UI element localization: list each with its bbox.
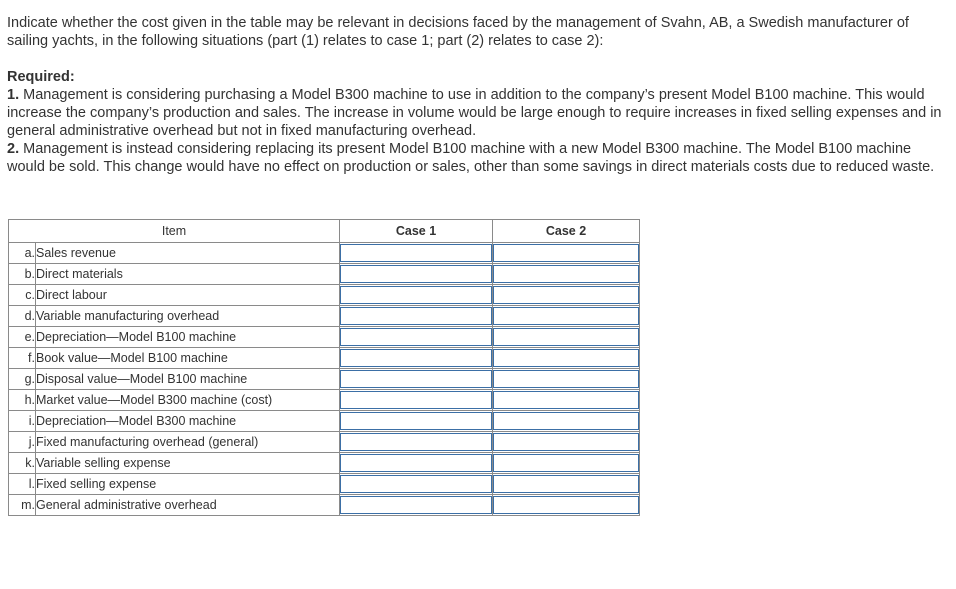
case2-cell [493,495,640,516]
case2-cell [493,264,640,285]
case1-dropdown[interactable] [340,454,492,472]
row-item-label: Variable selling expense [36,453,340,474]
case1-dropdown[interactable] [340,433,492,451]
row-letter: l. [9,474,36,495]
row-letter: f. [9,348,36,369]
case2-dropdown[interactable] [493,370,639,388]
table-row [9,474,640,495]
case2-dropdown[interactable] [493,475,639,493]
case1-dropdown[interactable] [340,349,492,367]
case2-dropdown[interactable] [493,244,639,262]
case2-dropdown[interactable] [493,349,639,367]
case1-cell [340,411,493,432]
case1-cell [340,474,493,495]
case1-dropdown[interactable] [340,244,492,262]
required-title: Required: [7,69,75,85]
requirement-2-text: Management is instead considering replacing its present Model B100 machine with a new Model B300 machine. The Model B100 machine would be sold. This change would have no effect on production or sales, other than some savings in direct materials costs due to reduced waste. [7,141,935,175]
case2-dropdown[interactable] [493,391,639,409]
case2-dropdown[interactable] [493,412,639,430]
table-row [9,390,640,411]
case2-dropdown[interactable] [493,496,639,514]
item-column-header: Item [9,220,340,243]
case1-cell [340,369,493,390]
table-row [9,306,640,327]
case2-dropdown[interactable] [493,433,639,451]
row-letter: e. [9,327,36,348]
table-body [9,243,640,516]
case2-dropdown[interactable] [493,307,639,325]
case2-cell [493,348,640,369]
case2-dropdown[interactable] [493,454,639,472]
row-item-label: Depreciation—Model B100 machine [36,327,340,348]
row-letter: g. [9,369,36,390]
case1-dropdown[interactable] [340,370,492,388]
case2-column-header: Case 2 [493,220,640,243]
case1-cell [340,348,493,369]
row-item-label: Book value—Model B100 machine [36,348,340,369]
case1-column-header: Case 1 [340,220,493,243]
required-section [7,68,942,176]
case2-cell [493,327,640,348]
row-item-label: Direct labour [36,285,340,306]
row-item-label: Fixed manufacturing overhead (general) [36,432,340,453]
row-letter: a. [9,243,36,264]
requirement-1-number: 1. [7,87,20,103]
row-letter: d. [9,306,36,327]
row-item-label: Fixed selling expense [36,474,340,495]
row-item-label: Disposal value—Model B100 machine [36,369,340,390]
case2-cell [493,243,640,264]
table-row [9,495,640,516]
case2-cell [493,306,640,327]
row-letter: j. [9,432,36,453]
case1-cell [340,306,493,327]
row-letter: k. [9,453,36,474]
table-row [9,348,640,369]
case2-cell [493,474,640,495]
case2-cell [493,411,640,432]
requirement-2-number: 2. [7,141,20,157]
case2-dropdown[interactable] [493,328,639,346]
case1-cell [340,264,493,285]
row-item-label: Variable manufacturing overhead [36,306,340,327]
row-item-label: Direct materials [36,264,340,285]
row-letter: h. [9,390,36,411]
relevance-table [8,219,640,516]
requirement-2 [7,140,942,176]
case1-cell [340,432,493,453]
case1-cell [340,327,493,348]
row-letter: b. [9,264,36,285]
case1-dropdown[interactable] [340,412,492,430]
case1-dropdown[interactable] [340,391,492,409]
row-letter: c. [9,285,36,306]
case1-cell [340,243,493,264]
case1-dropdown[interactable] [340,328,492,346]
case1-dropdown[interactable] [340,307,492,325]
table-row [9,243,640,264]
row-item-label: General administrative overhead [36,495,340,516]
requirement-1-text: Management is considering purchasing a Model B300 machine to use in addition to the company’s present Model B100 machine. This would increase the company’s production and sales. The increase in volume would be large enough to require increases in fixed selling expenses and in general administrative overhead but not in fixed manufacturing overhead. [7,87,942,139]
row-item-label: Depreciation—Model B300 machine [36,411,340,432]
table-row [9,411,640,432]
table-row [9,369,640,390]
table-row [9,264,640,285]
table-row [9,453,640,474]
case1-dropdown[interactable] [340,265,492,283]
case1-dropdown[interactable] [340,475,492,493]
row-item-label: Market value—Model B300 machine (cost) [36,390,340,411]
case1-cell [340,495,493,516]
case2-dropdown[interactable] [493,265,639,283]
table-row [9,285,640,306]
instructions-text: Indicate whether the cost given in the table may be relevant in decisions faced by the management of Svahn, AB, a Swedish manufacturer of sailing yachts, in the following situations (part (1) relates to case 1; part (2) relates to case 2): [7,15,909,49]
case1-dropdown[interactable] [340,286,492,304]
case2-cell [493,453,640,474]
case2-cell [493,432,640,453]
row-item-label: Sales revenue [36,243,340,264]
case2-cell [493,390,640,411]
case1-dropdown[interactable] [340,496,492,514]
requirement-1 [7,86,942,140]
case2-dropdown[interactable] [493,286,639,304]
row-letter: m. [9,495,36,516]
case1-cell [340,390,493,411]
case1-cell [340,285,493,306]
case1-cell [340,453,493,474]
row-letter: i. [9,411,36,432]
table-row [9,432,640,453]
table-header-row [9,220,640,243]
case2-cell [493,285,640,306]
case2-cell [493,369,640,390]
table-row [9,327,640,348]
